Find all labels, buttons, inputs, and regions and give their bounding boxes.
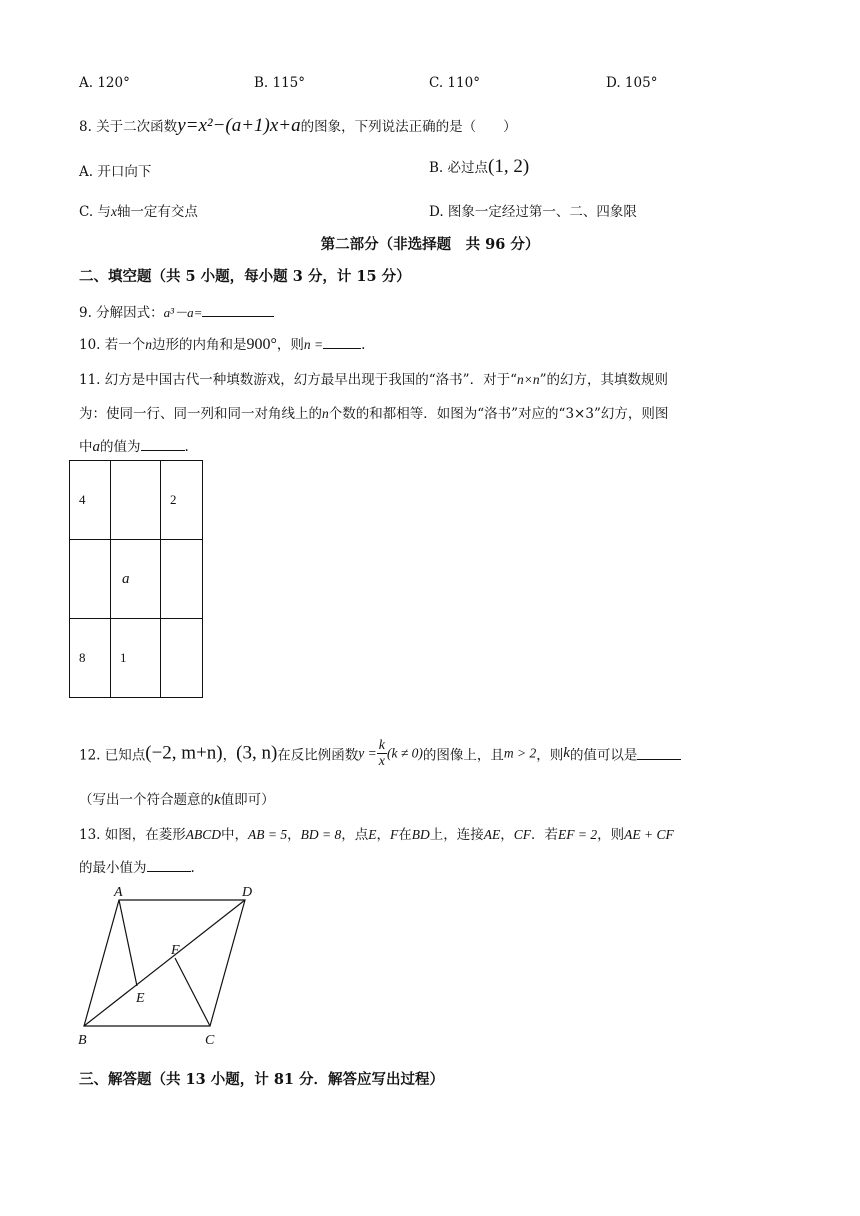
diagonal-bd — [84, 900, 245, 1026]
q8-post: 的图象，下列说法正确的是（ ） — [300, 119, 517, 135]
q10-end: . — [361, 337, 366, 353]
q10-pre: 10. 若一个 — [79, 337, 146, 353]
q12-sep: ， — [222, 747, 237, 764]
q8-option-b-label: B. 必过点 — [429, 160, 489, 176]
q9-expr: a³－a= — [163, 305, 203, 320]
q12-post2: ，则 — [536, 747, 564, 764]
magic-square-cell: a — [111, 540, 161, 619]
q12-line2-var: k — [214, 792, 221, 808]
q12-fraction-numerator: k — [378, 738, 385, 753]
segment-ae — [119, 900, 137, 986]
q9-answer-blank — [202, 304, 274, 317]
magic-square-table — [69, 460, 203, 698]
q10-var: n — [145, 337, 153, 352]
q8-option-d: D. 图象一定经过第一、二、四象限 — [429, 204, 637, 220]
q11-line3-end: . — [184, 439, 189, 455]
magic-square-cell: 2 — [161, 461, 203, 540]
magic-square-row — [70, 461, 203, 540]
q12-point1: (−2, m+n) — [145, 742, 223, 764]
q13-sum: AE + CF — [624, 827, 674, 842]
magic-square-cell: 4 — [70, 461, 111, 540]
section2-title: 二、填空题（共 5 小题，每小题 3 分，计 15 分） — [79, 268, 411, 285]
q13-comma2: ， — [376, 827, 390, 843]
q10-post: ，则 — [276, 337, 304, 353]
label-b: B — [78, 1033, 87, 1048]
q8-option-a: A. 开口向下 — [79, 164, 152, 180]
q12-function-y: y = — [358, 745, 377, 761]
q12-inequality: m > 2 — [503, 745, 537, 761]
q7-option-b: B. 115° — [254, 75, 306, 91]
q11-line3b: 的值为 — [100, 439, 141, 455]
q13-line1d: 在 — [398, 827, 412, 843]
q13-line1e: 上，连接 — [429, 827, 484, 843]
q11-line2 — [79, 402, 668, 422]
q10 — [79, 333, 365, 354]
rhombus-figure — [70, 884, 270, 1054]
q13-comma: ， — [287, 827, 301, 843]
q13-line1b: 中， — [221, 827, 249, 843]
q11-line3-var: a — [92, 439, 100, 455]
q13-answer-blank — [147, 859, 191, 872]
q12-post: 的图像上，且 — [422, 747, 504, 764]
segment-cf — [175, 958, 210, 1026]
q10-mid: 边形的内角和是 — [152, 337, 247, 353]
q11-line3a: 中 — [79, 439, 93, 455]
q12-condition: (k ≠ 0) — [387, 745, 423, 761]
q13-f: F — [389, 827, 399, 842]
q8-option-c — [79, 200, 198, 220]
q13-line1f: ．若 — [531, 827, 558, 843]
q13-ab: AB = 5 — [248, 827, 288, 842]
q7-option-d: D. 105° — [606, 75, 658, 91]
q11-line1-text: 11. 幻方是中国古代一种填数游戏，幻方最早出现于我国的“洛书”．对于“ — [79, 372, 517, 388]
q13-line1a: 13. 如图，在菱形 — [79, 827, 186, 843]
q13-bd: BD = 8 — [300, 827, 342, 842]
magic-square-cell — [70, 540, 111, 619]
q12-point2: (3, n) — [236, 742, 278, 764]
q12-post3: 的值可以是 — [569, 747, 638, 764]
q12-line2b: 值即可） — [220, 792, 275, 808]
magic-square-cell: 8 — [70, 619, 111, 698]
q12-line2 — [79, 788, 275, 809]
magic-square-cell — [111, 461, 161, 540]
label-c: C — [205, 1033, 215, 1048]
q13-bd2: BD — [411, 827, 430, 842]
magic-square-cell — [161, 619, 203, 698]
label-f: F — [171, 943, 180, 958]
magic-square-row — [70, 540, 203, 619]
q7-option-c: C. 110° — [429, 75, 480, 91]
q8-option-c-post: 轴一定有交点 — [116, 204, 198, 220]
q10-answer-blank — [323, 336, 361, 349]
q13-line1c: ，点 — [341, 827, 369, 843]
q10-value: 900° — [246, 336, 277, 353]
q13-comma3: ， — [500, 827, 514, 843]
q11-line2-var: n — [322, 406, 329, 421]
q11-line1 — [79, 368, 668, 388]
q12-answer-blank — [637, 747, 681, 760]
q13-line1g: ，则 — [597, 827, 625, 843]
q11-nxn: n×n — [516, 372, 540, 387]
q13-e: E — [368, 827, 377, 842]
part2-title: 第二部分（非选择题 共 96 分） — [320, 236, 540, 253]
q13-line2 — [79, 856, 195, 876]
q13-line2-end: . — [190, 860, 195, 876]
q8-point: (1, 2) — [488, 156, 530, 177]
q13-line1 — [79, 823, 674, 843]
magic-square-cell: 1 — [111, 619, 161, 698]
section3-title: 三、解答题（共 13 小题，计 81 分．解答应写出过程） — [79, 1071, 445, 1088]
q9 — [79, 301, 274, 321]
q13-line2: 的最小值为 — [79, 860, 147, 876]
q11-line1b: ”的幻方，其填数规则 — [539, 372, 668, 388]
magic-square-cell — [161, 540, 203, 619]
q11-line3 — [79, 435, 189, 456]
q8-option-c-pre: C. 与 — [79, 204, 111, 220]
q13-ae: AE — [483, 827, 501, 842]
magic-square-row — [70, 619, 203, 698]
q13-abcd: ABCD — [185, 827, 222, 842]
q8-option-c-var: x — [110, 204, 117, 219]
q8-pre: 关于二次函数 — [96, 119, 178, 135]
q11-line2b: 个数的和都相等．如图为“洛书”对应的“3×3”幻方，则图 — [328, 406, 669, 422]
q10-eq: n = — [303, 337, 324, 352]
q12-line2a: （写出一个符合题意的 — [79, 792, 214, 808]
q8-stem — [79, 115, 517, 137]
q13-cf: CF — [513, 827, 531, 842]
q8-formula: y=x²−(a+1)x+a — [177, 115, 301, 136]
q12-fraction-denominator: x — [378, 754, 385, 769]
label-a: A — [114, 885, 123, 900]
q12-fraction — [377, 738, 387, 769]
label-d: D — [242, 885, 253, 900]
q12-pre: 12. 已知点 — [79, 747, 146, 764]
label-e: E — [136, 991, 145, 1006]
q11-answer-blank — [141, 438, 185, 451]
q11-line2a: 为：使同一行、同一列和同一对角线上的 — [79, 406, 322, 422]
q7-option-a: A. 120° — [79, 75, 130, 91]
q8-number: 8. — [79, 119, 92, 135]
q13-ef: EF = 2 — [558, 827, 598, 842]
q12-k: k — [563, 745, 570, 761]
q12-mid: 在反比例函数 — [277, 747, 359, 764]
q9-pre: 9. 分解因式： — [79, 305, 164, 321]
q8-option-b — [429, 156, 529, 178]
q12-line1 — [79, 738, 681, 769]
